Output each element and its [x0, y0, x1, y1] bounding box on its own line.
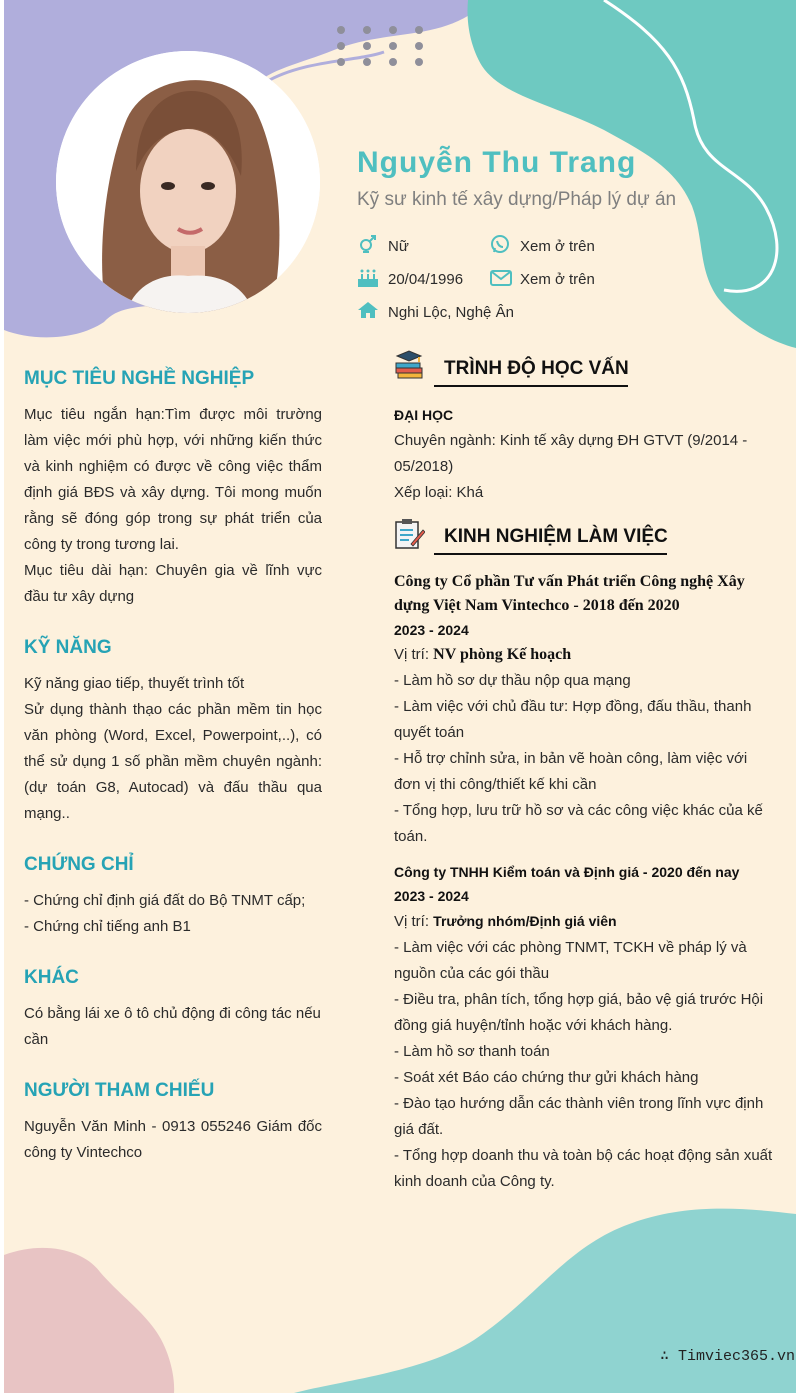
email-value: Xem ở trên	[520, 271, 595, 288]
birthday-cake-icon	[357, 268, 379, 288]
other-line: Có bằng lái xe ô tô chủ động đi công tác nếu cần	[24, 1005, 321, 1048]
skills-heading: KỸ NĂNG	[24, 637, 112, 658]
reference-line: Nguyễn Văn Minh - 0913 055246 Giám đốc công ty Vintechco	[24, 1118, 322, 1161]
education-books-icon	[393, 350, 425, 382]
position-label: Vị trí:	[394, 913, 434, 930]
cv-page	[4, 0, 796, 1393]
education-major: Chuyên ngành: Kinh tế xây dựng ĐH GTVT (9/2014 - 05/2018)	[394, 432, 748, 475]
degree-level: ĐẠI HỌC	[394, 407, 454, 423]
job-position	[394, 642, 774, 668]
job-position	[394, 908, 774, 935]
job-duty: - Đào tạo hướng dẫn các thành viên trong lĩnh vực định giá đất.	[394, 1095, 764, 1138]
experience-heading: KINH NGHIỆM LÀM VIỆC	[444, 526, 668, 547]
skills-text	[24, 671, 322, 827]
gender-icon	[358, 234, 378, 254]
education-heading: TRÌNH ĐỘ HỌC VẤN	[444, 358, 629, 379]
portrait-photo	[56, 51, 320, 313]
skill-line: Kỹ năng giao tiếp, thuyết trình tốt	[24, 675, 245, 692]
teal-bottom-blob	[294, 1209, 796, 1393]
job-duty: - Làm hồ sơ dự thầu nộp qua mạng	[394, 672, 631, 689]
job-duty: - Làm việc với các phòng TNMT, TCKH về pháp lý và nguồn của các gói thầu	[394, 939, 747, 982]
job-title: Kỹ sư kinh tế xây dựng/Pháp lý dự án	[357, 189, 677, 210]
company-name: Công ty TNHH Kiểm toán và Định giá - 2020 đến nay	[394, 864, 740, 880]
job-duty: - Làm hồ sơ thanh toán	[394, 1043, 550, 1060]
education-heading-underline	[434, 385, 628, 387]
career-objective-text	[24, 402, 322, 610]
job-entry-2	[394, 860, 774, 1195]
education-details	[394, 402, 764, 506]
company-name: Công ty Cổ phần Tư vấn Phát triển Công nghệ Xây dựng Việt Nam Vintechco - 2018 đến 2020	[394, 573, 745, 614]
phone-value: Xem ở trên	[520, 238, 595, 255]
pink-blob	[4, 1248, 174, 1393]
other-text	[24, 1001, 322, 1053]
job-years: 2023 - 2024	[394, 622, 469, 638]
job-entry-1	[394, 570, 774, 850]
experience-heading-underline	[434, 553, 667, 555]
job-duty: - Tổng hợp doanh thu và toàn bộ các hoạt động sản xuất kinh doanh của Công ty.	[394, 1147, 773, 1190]
home-icon	[357, 301, 379, 319]
job-years: 2023 - 2024	[394, 888, 469, 904]
reference-heading: NGƯỜI THAM CHIẾU	[24, 1080, 215, 1101]
position-value: NV phòng Kế hoạch	[433, 646, 572, 663]
position-label: Vị trí:	[394, 646, 434, 663]
birthday-value: 20/04/1996	[388, 271, 464, 288]
certificate-line: - Chứng chỉ tiếng anh B1	[24, 918, 191, 935]
other-heading: KHÁC	[24, 967, 79, 988]
job-duty: - Soát xét Báo cáo chứng thư gửi khách hàng	[394, 1069, 699, 1086]
position-value: Trưởng nhóm/Định giá viên	[433, 913, 617, 929]
gender-value: Nữ	[388, 238, 409, 255]
address-value: Nghi Lộc, Nghệ Ân	[388, 304, 514, 321]
site-watermark: ∴ Timviec365.vn	[660, 1348, 796, 1365]
education-grade: Xếp loại: Khá	[394, 484, 484, 501]
experience-clipboard-icon	[393, 518, 425, 550]
email-icon	[490, 269, 512, 287]
skill-line: Sử dụng thành thạo các phần mềm tin học văn phòng (Word, Excel, Powerpoint,..), có thể sử dụng 1 số phần mềm chuyên ngành: (dự toán G8, Autocad) và đấu thầu qua mạng..	[24, 701, 322, 822]
job-duty: - Tổng hợp, lưu trữ hồ sơ và các công việc khác của kế toán.	[394, 802, 763, 845]
short-term-objective: Mục tiêu ngắn hạn:Tìm được môi trường làm việc mới phù hợp, với những kiến thức và kinh nghiệm có được về công việc thẩm định giá BĐS và xây dựng. Tôi mong muốn rằng sẽ đóng góp trong sự phát triển của công ty trong tương lai.	[24, 406, 322, 553]
certificate-line: - Chứng chỉ định giá đất do Bộ TNMT cấp;	[24, 892, 306, 909]
job-duty: - Làm việc với chủ đầu tư: Hợp đồng, đấu thầu, thanh quyết toán	[394, 698, 752, 741]
certificates-text	[24, 888, 322, 940]
job-duty: - Hỗ trợ chỉnh sửa, in bản vẽ hoàn công, làm việc với đơn vị thi công/thiết kế khi cần	[394, 750, 748, 793]
reference-text	[24, 1114, 322, 1166]
phone-icon	[490, 234, 510, 254]
candidate-name: Nguyễn Thu Trang	[357, 146, 637, 179]
job-duty: - Điều tra, phân tích, tổng hợp giá, bảo vệ giá trước Hội đồng giá huyện/tỉnh hoặc với khách hàng.	[394, 991, 764, 1034]
avatar	[56, 51, 320, 313]
long-term-objective: Mục tiêu dài hạn: Chuyên gia về lĩnh vực đầu tư xây dựng	[24, 562, 322, 605]
certificates-heading: CHỨNG CHỈ	[24, 854, 134, 875]
career-objective-heading: MỤC TIÊU NGHỀ NGHIỆP	[24, 368, 255, 389]
